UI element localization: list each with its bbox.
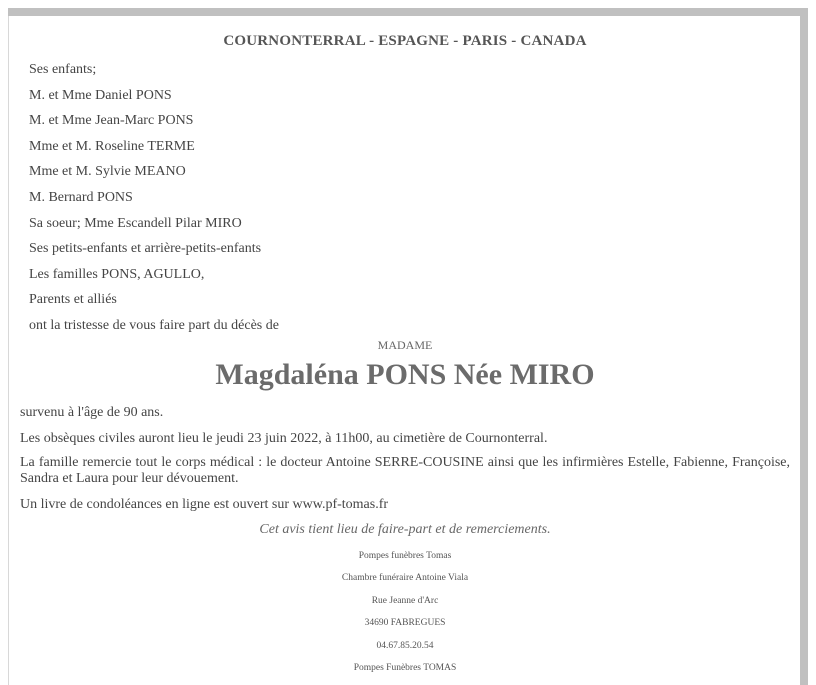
locations-header: COURNONTERRAL - ESPAGNE - PARIS - CANADA: [223, 33, 587, 49]
family-list: [29, 57, 279, 339]
funeral-home-name: Pompes funèbres Tomas: [358, 551, 452, 561]
funeral-signature: Pompes Funèbres TOMAS: [353, 662, 457, 673]
closing-note: Cet avis tient lieu de faire-part et de remerciements.: [259, 522, 551, 537]
family-line: M. et Mme Jean-Marc PONS: [29, 113, 194, 129]
family-line: Les familles PONS, AGULLO,: [29, 266, 205, 282]
funeral-city: 34690 FABREGUES: [364, 618, 446, 629]
family-line: Mme et M. Sylvie MEANO: [29, 164, 186, 180]
thanks-paragraph: La famille remercie tout le corps médical : le docteur Antoine SERRE-COUSINE ainsi que les infirmières Estelle, Fabienne, Françoise, Sandra et Laura pour leur dévouement.: [20, 455, 790, 486]
deceased-name: Magdaléna PONS Née MIRO: [215, 358, 595, 391]
condolences-paragraph: Un livre de condoléances en ligne est ouvert sur www.pf-tomas.fr: [20, 497, 389, 512]
age-paragraph: survenu à l'âge de 90 ans.: [20, 405, 164, 420]
family-line: ont la tristesse de vous faire part du décès de: [29, 317, 279, 333]
funeral-street: Rue Jeanne d'Arc: [371, 595, 439, 606]
family-line: Ses enfants;: [29, 62, 97, 77]
page-frame: [8, 8, 808, 685]
deceased-title: MADAME: [377, 338, 433, 352]
family-line: Parents et alliés: [29, 292, 117, 308]
family-line: M. et Mme Daniel PONS: [29, 87, 172, 103]
family-line: Mme et M. Roseline TERME: [29, 138, 195, 154]
family-line: Ses petits-enfants et arrière-petits-enfants: [29, 241, 262, 257]
family-line: M. Bernard PONS: [29, 189, 133, 205]
obituary-notice: [8, 16, 800, 685]
ceremony-paragraph: Les obsèques civiles auront lieu le jeudi 23 juin 2022, à 11h00, au cimetière de Cournonterral.: [20, 431, 548, 446]
funeral-chamber: Chambre funéraire Antoine Viala: [341, 573, 469, 584]
funeral-home-info: [9, 545, 801, 679]
family-line: Sa soeur; Mme Escandell Pilar MIRO: [29, 215, 242, 231]
funeral-phone: 04.67.85.20.54: [376, 640, 434, 651]
